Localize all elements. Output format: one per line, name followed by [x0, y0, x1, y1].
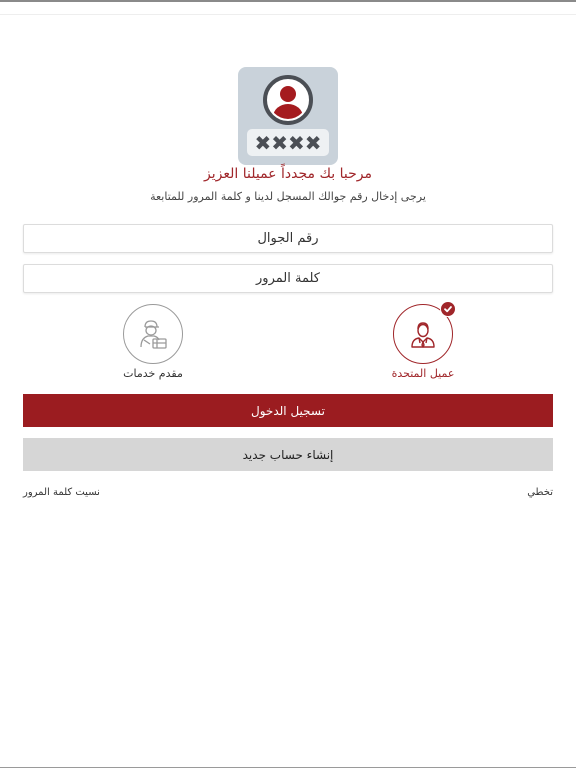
phone-input[interactable]	[23, 224, 553, 253]
password-input[interactable]	[23, 264, 553, 293]
selected-check-icon	[440, 301, 456, 317]
role-option-provider[interactable]	[93, 304, 213, 380]
delivery-worker-icon	[136, 317, 170, 351]
customer-avatar	[393, 304, 453, 364]
user-password-icon	[238, 67, 338, 165]
svg-text:✖✖✖✖: ✖✖✖✖	[254, 131, 322, 155]
role-option-customer[interactable]	[363, 304, 483, 380]
businessman-icon	[407, 318, 439, 350]
welcome-subtitle: يرجى إدخال رقم جوالك المسجل لدينا و كلمة المرور للمتابعة	[150, 190, 426, 203]
welcome-title: مرحبا بك مجدداً عميلنا العزيز	[204, 166, 372, 182]
app-logo	[238, 67, 338, 165]
provider-avatar	[123, 304, 183, 364]
status-bar-divider	[0, 0, 576, 2]
create-account-button[interactable]: إنشاء حساب جديد	[23, 438, 553, 471]
provider-label: مقدم خدمات	[123, 367, 183, 380]
customer-label: عميل المتحدة	[391, 367, 455, 380]
skip-link[interactable]: تخطي	[527, 487, 553, 498]
forgot-password-link[interactable]: نسيت كلمة المرور	[23, 487, 100, 498]
login-button[interactable]: تسجيل الدخول	[23, 394, 553, 427]
header-divider	[0, 14, 576, 15]
